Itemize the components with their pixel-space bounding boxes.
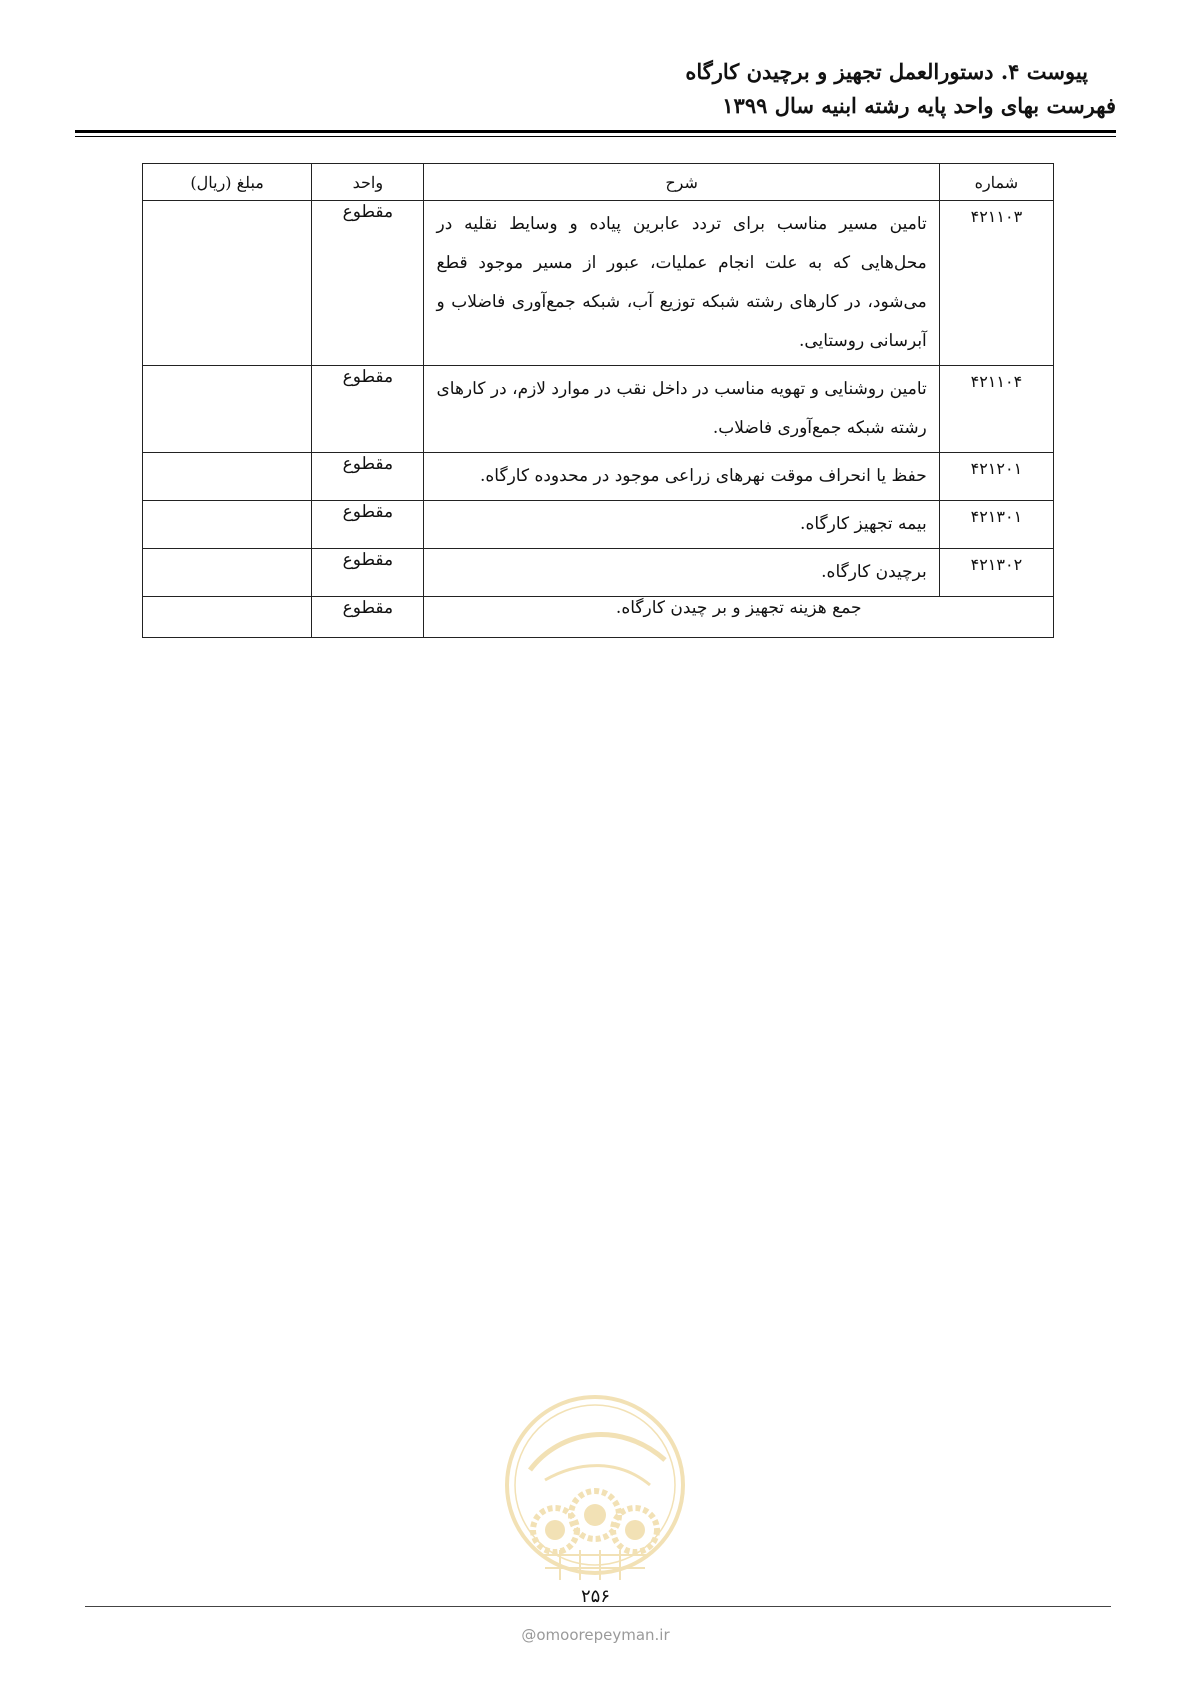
footer-divider xyxy=(85,1606,1111,1607)
item-amount xyxy=(143,201,312,366)
table-row xyxy=(143,501,1054,549)
item-amount xyxy=(143,501,312,549)
item-description: حفظ یا انحراف موقت نهرهای زراعی موجود در محدوده کارگاه. xyxy=(424,453,939,501)
price-list-table xyxy=(142,163,1054,638)
website-watermark: @omoorepeyman.ir xyxy=(521,1626,670,1644)
header-amount: مبلغ (ریال) xyxy=(143,164,312,201)
page-header xyxy=(75,55,1116,123)
table-row xyxy=(143,366,1054,453)
item-unit: مقطوع xyxy=(312,201,424,366)
header-subtitle: فهرست بهای واحد پایه رشته ابنیه سال ۱۳۹۹ xyxy=(722,93,1116,118)
item-number: ۴۲۱۱۰۴ xyxy=(939,366,1053,453)
item-number: ۴۲۱۱۰۳ xyxy=(939,201,1053,366)
item-unit: مقطوع xyxy=(312,549,424,597)
item-number: ۴۲۱۳۰۲ xyxy=(939,549,1053,597)
item-description: برچیدن کارگاه. xyxy=(424,549,939,597)
table-header-row xyxy=(143,164,1054,201)
item-description: تامین روشنایی و تهویه مناسب در داخل نقب در موارد لازم، در کارهای رشته شبکه جمع‌آوری فاضلاب. xyxy=(424,366,939,453)
header-number: شماره xyxy=(939,164,1053,201)
table-row xyxy=(143,201,1054,366)
table-row xyxy=(143,453,1054,501)
item-unit: مقطوع xyxy=(312,501,424,549)
header-title: پیوست ۴. دستورالعمل تجهیز و برچیدن کارگاه xyxy=(685,59,1088,84)
total-row xyxy=(143,597,1054,638)
item-description: بیمه تجهیز کارگاه. xyxy=(424,501,939,549)
page-number: ۲۵۶ xyxy=(580,1586,610,1607)
header-description: شرح xyxy=(424,164,939,201)
omoore-peyman-logo-watermark xyxy=(500,1390,690,1590)
item-unit: مقطوع xyxy=(312,366,424,453)
item-amount xyxy=(143,453,312,501)
header-divider xyxy=(75,130,1116,137)
item-number: ۴۲۱۳۰۱ xyxy=(939,501,1053,549)
total-amount xyxy=(143,597,312,638)
item-number: ۴۲۱۲۰۱ xyxy=(939,453,1053,501)
item-amount xyxy=(143,549,312,597)
total-unit: مقطوع xyxy=(312,597,424,638)
total-description: جمع هزینه تجهیز و بر چیدن کارگاه. xyxy=(424,597,1054,638)
item-unit: مقطوع xyxy=(312,453,424,501)
header-unit: واحد xyxy=(312,164,424,201)
item-amount xyxy=(143,366,312,453)
table-row xyxy=(143,549,1054,597)
item-description: تامین مسیر مناسب برای تردد عابرین پیاده و وسایط نقلیه در محل‌هایی که به علت انجام عملیات، عبور از مسیر موجود قطع می‌شود، در کارهای رشته شبکه توزیع آب، شبکه جمع‌آوری فاضلاب و آبرسانی روستایی. xyxy=(424,201,939,366)
